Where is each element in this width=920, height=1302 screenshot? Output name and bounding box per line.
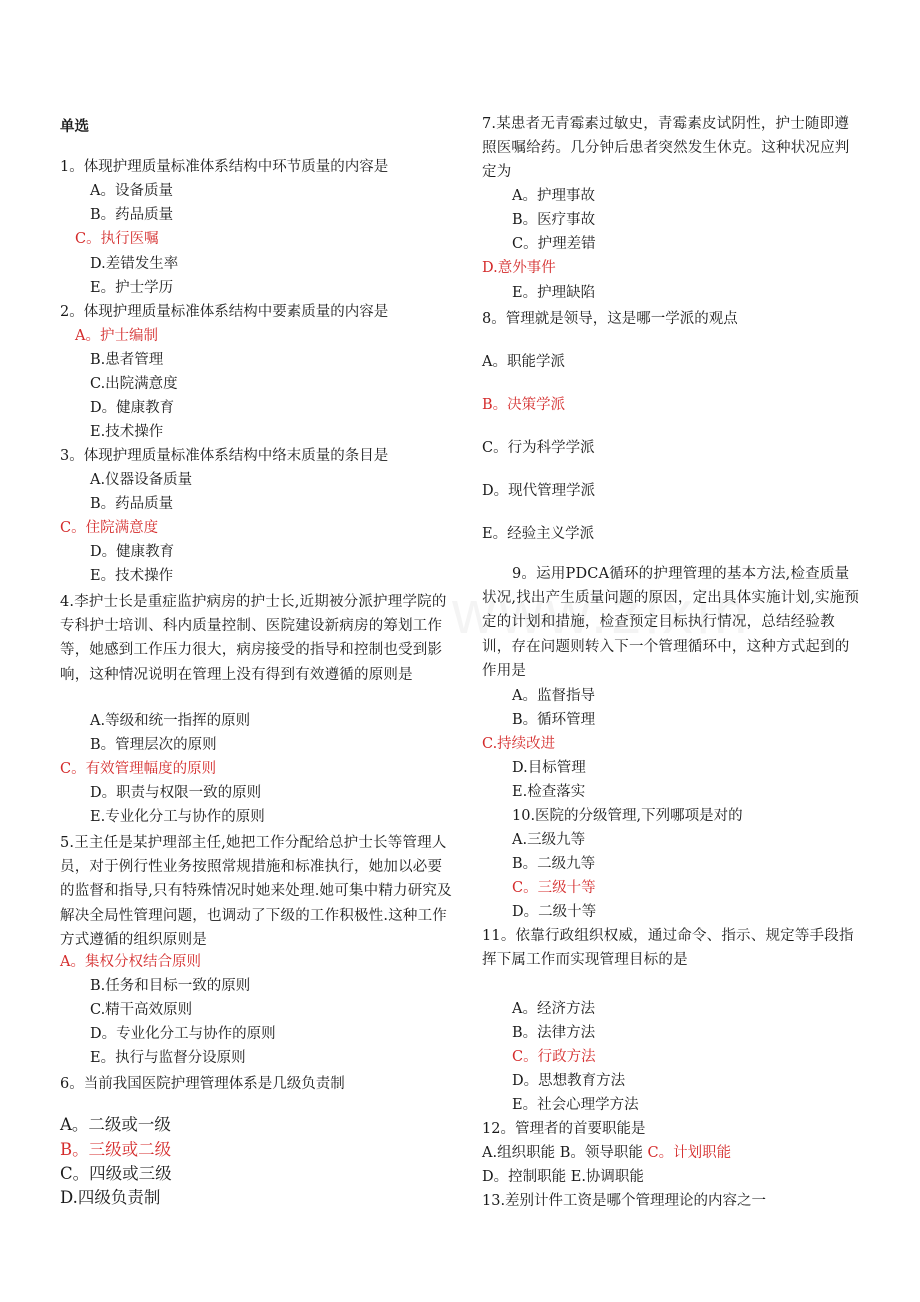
q12-options-ab: A.组织职能 B。领导职能 bbox=[482, 1145, 648, 1161]
q12-options-row-1 bbox=[482, 1143, 731, 1163]
q3-option-d: D。健康教育 bbox=[90, 544, 175, 560]
q11-option-e: E。社会心理学方法 bbox=[512, 1097, 639, 1113]
question-10-stem: 10.医院的分级管理,下列哪项是对的 bbox=[512, 808, 743, 824]
q9-option-b: B。循环管理 bbox=[512, 712, 596, 728]
q2-option-e: E.技术操作 bbox=[90, 424, 164, 440]
q6-option-d: D.四级负责制 bbox=[60, 1188, 161, 1207]
q9-option-c-answer: C.持续改进 bbox=[482, 736, 556, 752]
question-12-stem: 12。管理者的首要职能是 bbox=[482, 1121, 646, 1137]
q2-option-b: B.患者管理 bbox=[90, 352, 164, 368]
q8-option-d: D。现代管理学派 bbox=[482, 483, 596, 499]
q9-option-d: D.目标管理 bbox=[512, 760, 586, 776]
q5-option-c: C.精干高效原则 bbox=[90, 1002, 193, 1018]
question-2-stem: 2。体现护理质量标准体系结构中要素质量的内容是 bbox=[60, 304, 389, 320]
q1-option-b: B。药品质量 bbox=[90, 207, 174, 223]
q7-option-c: C。护理差错 bbox=[512, 236, 596, 252]
q7-option-a: A。护理事故 bbox=[512, 188, 595, 204]
q2-option-c: C.出院满意度 bbox=[90, 376, 178, 392]
q5-option-a-answer: A。集权分权结合原则 bbox=[60, 954, 201, 970]
q11-option-d: D。思想教育方法 bbox=[512, 1073, 626, 1089]
q3-option-a: A.仪器设备质量 bbox=[90, 472, 193, 488]
q12-option-c-answer: C。计划职能 bbox=[647, 1145, 732, 1161]
q5-option-d: D。专业化分工与协作的原则 bbox=[90, 1026, 276, 1042]
q3-option-c-answer: C。住院满意度 bbox=[60, 520, 159, 536]
q5-option-b: B.任务和目标一致的原则 bbox=[90, 978, 251, 994]
q4-option-e: E.专业化分工与协作的原则 bbox=[90, 809, 265, 825]
q9-option-a: A。监督指导 bbox=[512, 688, 595, 704]
q7-option-e: E。护理缺陷 bbox=[512, 285, 596, 301]
q3-option-e: E。技术操作 bbox=[90, 568, 174, 584]
q2-option-a-answer: A。护士编制 bbox=[75, 328, 158, 344]
question-4-stem: 4.李护士长是重症监护病房的护士长,近期被分派护理学院的专科护士培训、科内质量控制、医院建设新病房的筹划工作等，她感到工作压力很大，病房接受的指导和控制也受到影响，这种情况说明在管理上没有得到有效遵循的原则是 bbox=[60, 594, 447, 683]
question-11-stem: 11。依靠行政组织权威，通过命令、指示、规定等手段指挥下属工作而实现管理目标的是 bbox=[482, 928, 854, 969]
q12-options-row-2: D。控制职能 E.协调职能 bbox=[482, 1169, 644, 1185]
question-8-stem: 8。管理就是领导，这是哪一学派的观点 bbox=[482, 311, 738, 327]
q8-option-e: E。经验主义学派 bbox=[482, 526, 595, 542]
question-6-stem: 6。当前我国医院护理管理体系是几级负责制 bbox=[60, 1076, 345, 1092]
q11-option-c-answer: C。行政方法 bbox=[512, 1049, 596, 1065]
question-1-stem: 1。体现护理质量标准体系结构中环节质量的内容是 bbox=[60, 159, 389, 175]
question-9-stem: 9。运用PDCA循环的护理管理的基本方法,检查质量状况,找出产生质量问题的原因，定出具体实施计划,实施预定的计划和措施，检查预定目标执行情况，总结经验教训，存在问题则转入下一个管理循环中，这种方式起到的作用是 bbox=[482, 566, 860, 679]
q7-option-d-answer: D.意外事件 bbox=[482, 260, 556, 276]
q9-option-e: E.检查落实 bbox=[512, 784, 586, 800]
q8-option-b-answer: B。决策学派 bbox=[482, 397, 566, 413]
q10-option-c-answer: C。三级十等 bbox=[512, 880, 596, 896]
q1-option-d: D.差错发生率 bbox=[90, 256, 179, 272]
q2-option-d: D。健康教育 bbox=[90, 400, 175, 416]
question-3-stem: 3。体现护理质量标准体系结构中络末质量的条目是 bbox=[60, 448, 389, 464]
q4-option-d: D。职责与权限一致的原则 bbox=[90, 785, 262, 801]
q5-option-e: E。执行与监督分设原则 bbox=[90, 1050, 246, 1066]
q11-option-b: B。法律方法 bbox=[512, 1025, 596, 1041]
q6-option-c: C。四级或三级 bbox=[60, 1164, 172, 1183]
q10-option-d: D。二级十等 bbox=[512, 904, 597, 920]
q6-option-a: A。二级或一级 bbox=[60, 1115, 171, 1134]
q4-option-a: A.等级和统一指挥的原则 bbox=[90, 713, 251, 729]
q4-option-b: B。管理层次的原则 bbox=[90, 737, 217, 753]
q11-option-a: A。经济方法 bbox=[512, 1001, 595, 1017]
q8-option-c: C。行为科学学派 bbox=[482, 440, 595, 456]
q7-option-b: B。医疗事故 bbox=[512, 212, 596, 228]
q4-option-c-answer: C。有效管理幅度的原则 bbox=[60, 761, 217, 777]
q10-option-b: B。二级九等 bbox=[512, 856, 596, 872]
q1-option-e: E。护士学历 bbox=[90, 280, 174, 296]
question-7-stem: 7.某患者无青霉素过敏史，青霉素皮试阴性，护士随即遵照医嘱给药。几分钟后患者突然发生休克。这种状况应判定为 bbox=[482, 116, 850, 181]
section-heading: 单选 bbox=[60, 119, 89, 135]
q10-option-a: A.三级九等 bbox=[512, 832, 586, 848]
q8-option-a: A。职能学派 bbox=[482, 354, 565, 370]
question-5-stem: 5.王主任是某护理部主任,她把工作分配给总护士长等管理人员，对于例行性业务按照常规措施和标准执行，她加以必要的监督和指导,只有特殊情况时她来处理.她可集中精力研究及解决全局性管理问题，也调动了下级的工作积极性.这种工作方式遵循的组织原则是 bbox=[60, 835, 452, 948]
q3-option-b: B。药品质量 bbox=[90, 496, 174, 512]
question-13-stem: 13.差别计件工资是哪个管理理论的内容之一 bbox=[482, 1193, 767, 1209]
q1-option-c-answer: C。执行医嘱 bbox=[75, 231, 159, 247]
q1-option-a: A。设备质量 bbox=[90, 183, 173, 199]
q6-option-b-answer: B。三级或二级 bbox=[60, 1140, 172, 1159]
